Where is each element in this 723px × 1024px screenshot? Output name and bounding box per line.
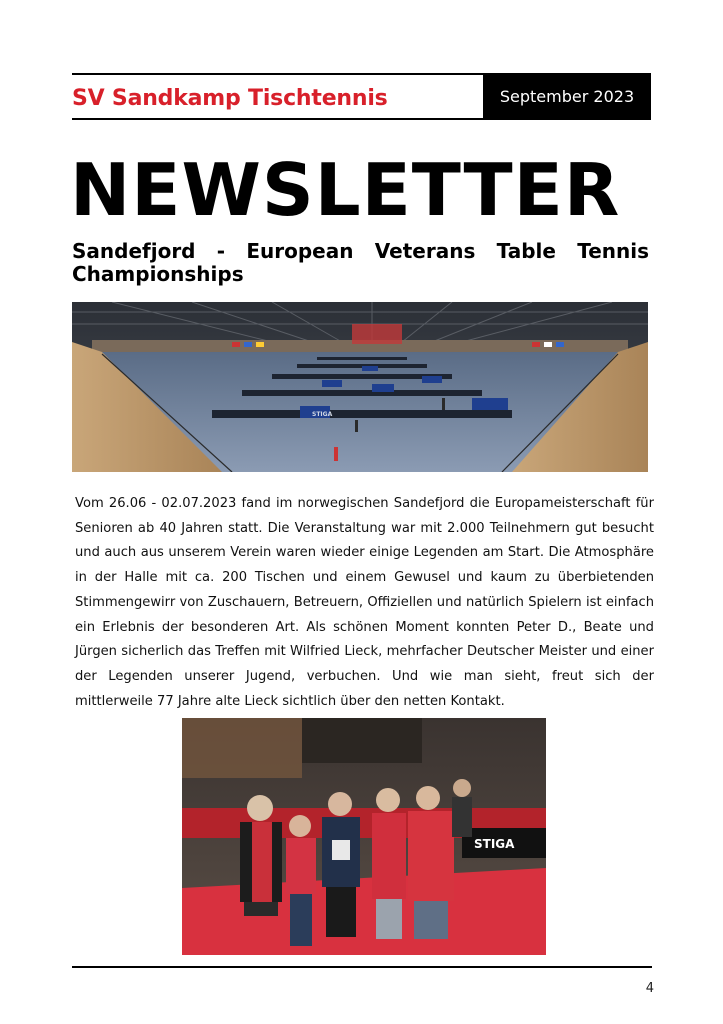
newsletter-title: NEWSLETTER: [70, 148, 621, 232]
club-name: SV Sandkamp Tischtennis: [72, 86, 388, 111]
hall-stiga-banner: STIGA: [312, 411, 333, 418]
article-body: Vom 26.06 - 02.07.2023 fand im norwegischen Sandefjord die Europameisterschaft für Senioren ab 40 Jahren statt. Die Veranstaltung war mit 2.000 Teilnehmern gut besucht und auch aus unserem Verein waren wieder einige Legenden am Start. Die Atmosphäre in der Halle mit ca. 200 Tischen und einem Gewusel und kaum zu überbietenden Stimmengewirr von Zuschauern, Betreuern, Offiziellen und natürlich Spielern ist einfach ein Erlebnis der besonderen Art. Als schönen Moment konnten Peter D., Beate und Jürgen sicherlich das Treffen mit Wilfried Lieck, mehrfacher Deutscher Meister und einer der Legenden unserer Jugend, verbuchen. Und wie man sieht, freut sich der mittlerweile 77 Jahre alte Lieck sichtlich über den netten Kontakt.: [75, 496, 654, 709]
footer-rule: [72, 966, 652, 968]
page-number: 4: [645, 981, 654, 996]
group-photo: [182, 718, 546, 955]
hall-panorama-photo: [72, 302, 648, 472]
stiga-banner: STIGA: [474, 837, 515, 851]
issue-date-badge: [483, 73, 651, 120]
issue-date: September 2023: [499, 87, 635, 106]
article-heading: Sandefjord - European Veterans Table Tennis Championships: [72, 239, 649, 286]
header-bottom-rule: [72, 118, 651, 120]
